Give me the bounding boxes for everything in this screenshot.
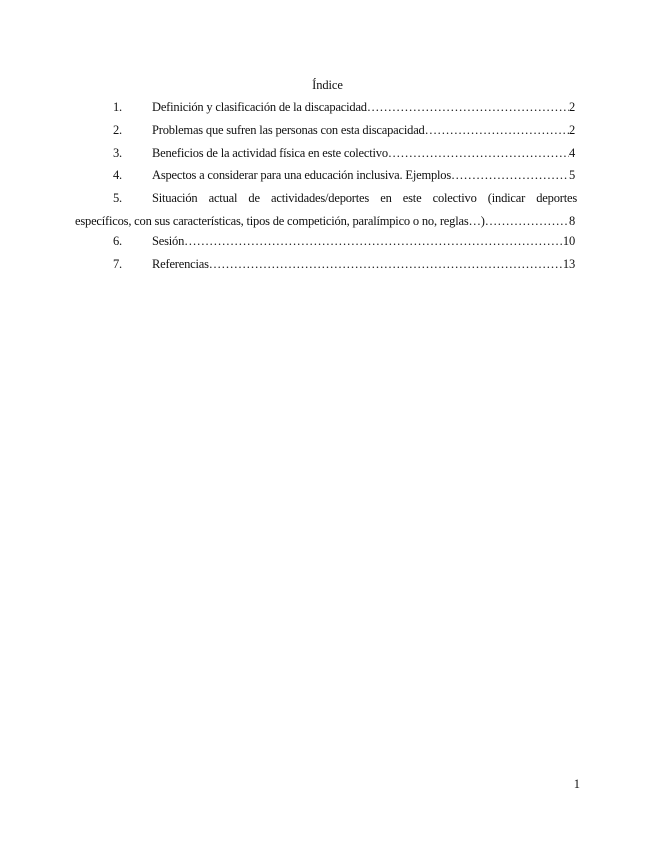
toc-entry-page: 5 — [568, 168, 575, 182]
toc-entry-text: Problemas que sufren las personas con esta discapacidad — [152, 123, 425, 137]
toc-entry-page: 4 — [568, 146, 575, 160]
toc-entry-number: 3. — [113, 146, 122, 160]
toc-entry-line — [152, 99, 575, 115]
page-number: 1 — [573, 777, 580, 791]
dot-leader — [425, 122, 569, 138]
toc-entry-line — [152, 167, 575, 183]
toc-entry-line — [152, 256, 575, 272]
dot-leader — [485, 213, 569, 229]
toc-entry-text: Sesión — [152, 234, 185, 248]
toc-entry-text: Beneficios de la actividad física en este colectivo — [152, 146, 388, 160]
toc-entry-number: 6. — [113, 234, 122, 248]
toc-entry-number: 5. — [113, 191, 122, 205]
dot-leader — [388, 145, 569, 161]
dot-leader — [184, 233, 563, 249]
toc-entry-text-line2: específicos, con sus características, tipos de competición, paralímpico o no, reglas…) — [75, 214, 485, 228]
toc-entry-1[interactable] — [0, 99, 655, 115]
toc-entry-line — [75, 213, 575, 229]
toc-entry-number: 2. — [113, 123, 122, 137]
toc-entry-2[interactable] — [0, 122, 655, 138]
toc-entry-5[interactable] — [0, 190, 655, 230]
toc-entry-line — [152, 122, 575, 138]
toc-entry-3[interactable] — [0, 145, 655, 161]
toc-entry-text: Referencias — [152, 257, 209, 271]
toc-entry-line — [152, 145, 575, 161]
toc-entry-number: 4. — [113, 168, 122, 182]
toc-entry-line — [152, 233, 575, 249]
toc-title: Índice — [312, 78, 343, 92]
toc-entry-page: 2 — [568, 100, 575, 114]
toc-entry-6[interactable] — [0, 233, 655, 249]
toc-entry-page: 10 — [562, 234, 575, 248]
toc-entry-text: Aspectos a considerar para una educación inclusiva. Ejemplos — [152, 168, 451, 182]
toc-entry-page: 2 — [568, 123, 575, 137]
dot-leader — [367, 99, 569, 115]
toc-entry-number: 7. — [113, 257, 122, 271]
toc-entry-page: 8 — [568, 214, 575, 228]
toc-entry-7[interactable] — [0, 256, 655, 272]
toc-entry-page: 13 — [562, 257, 575, 271]
dot-leader — [209, 256, 563, 272]
dot-leader — [451, 167, 569, 183]
toc-entry-number: 1. — [113, 100, 122, 114]
toc-entry-text: Definición y clasificación de la discapacidad — [152, 100, 367, 114]
toc-entry-4[interactable] — [0, 167, 655, 183]
toc-entry-text-line1: Situación actual de actividades/deportes en este colectivo (indicar deportes — [152, 191, 577, 205]
